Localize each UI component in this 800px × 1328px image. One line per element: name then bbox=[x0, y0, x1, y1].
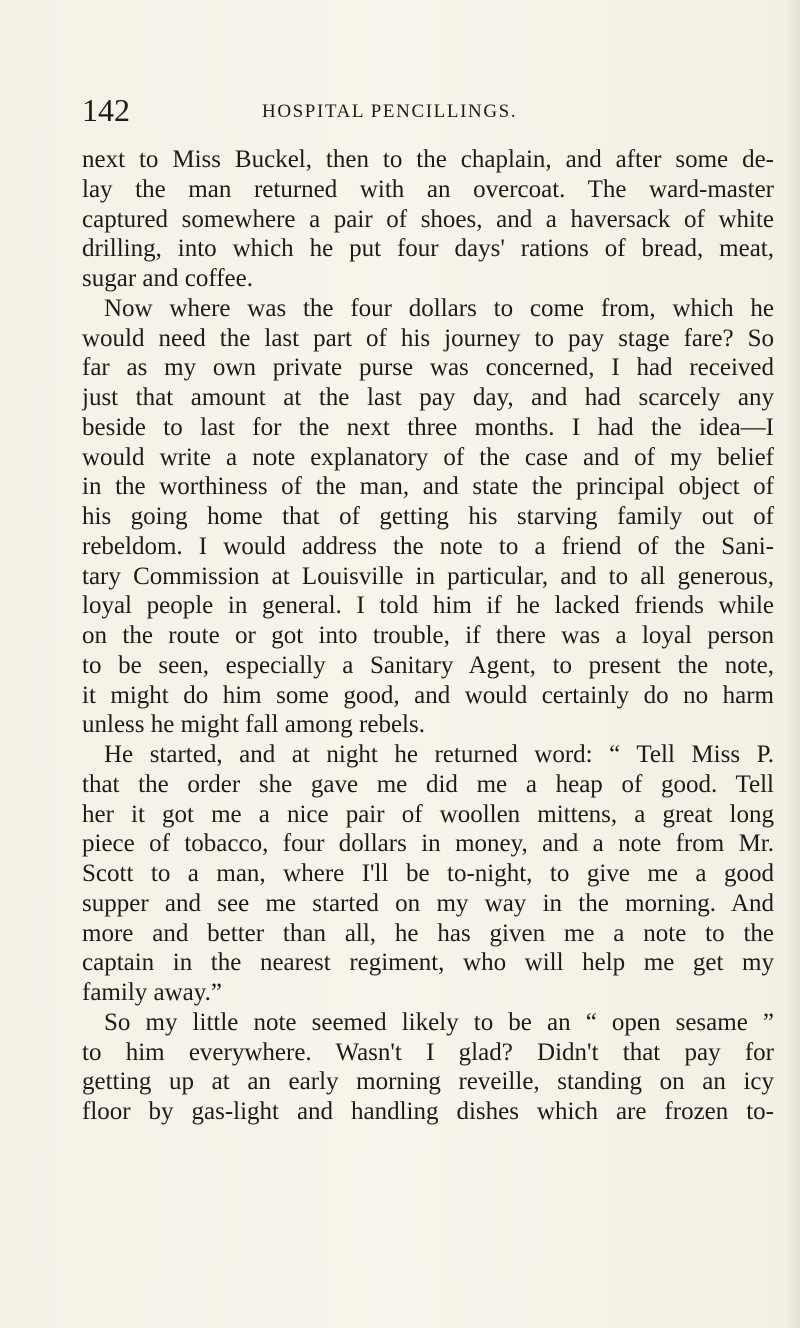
text-line-11: would write a note explanatory of the case and of my belief bbox=[82, 443, 774, 471]
text-line-21: He started, and at night he returned word: “ Tell Miss P. bbox=[104, 741, 774, 768]
text-line-32: getting up at an early morning reveille, standing on an icy bbox=[82, 1068, 774, 1096]
text-line-30: So my little note seemed likely to be an “ open sesame ” bbox=[104, 1008, 774, 1036]
text-line-17: on the route or got into trouble, if there was a loyal person bbox=[82, 622, 774, 649]
page-number: 142 bbox=[82, 92, 130, 128]
body-text bbox=[82, 145, 774, 1127]
text-line-14: rebeldom. I would address the note to a friend of the Sani- bbox=[82, 532, 774, 560]
text-line-33: floor by gas-light and handling dishes which are frozen to- bbox=[82, 1098, 774, 1125]
text-line-8: far as my own private purse was concerned, I had received bbox=[82, 354, 774, 382]
text-line-23: her it got me a nice pair of woollen mittens, a great long bbox=[82, 800, 774, 828]
running-head: HOSPITAL PENCILLINGS. bbox=[262, 101, 518, 122]
text-line-18: to be seen, especially a Sanitary Agent, to present the note, bbox=[82, 651, 774, 679]
text-line-29: family away.” bbox=[82, 979, 222, 1006]
text-line-31: to him everywhere. Wasn't I glad? Didn't that pay for bbox=[82, 1038, 774, 1066]
text-line-3: captured somewhere a pair of shoes, and a haversack of white bbox=[82, 205, 774, 233]
text-line-16: loyal people in general. I told him if he lacked friends while bbox=[82, 592, 774, 620]
text-line-26: supper and see me started on my way in the morning. And bbox=[82, 889, 774, 917]
text-line-27: more and better than all, he has given me a note to the bbox=[82, 919, 774, 947]
text-line-24: piece of tobacco, four dollars in money, and a note from Mr. bbox=[82, 830, 774, 858]
text-line-15: tary Commission at Louisville in particular, and to all generous, bbox=[82, 562, 774, 590]
text-line-19: it might do him some good, and would certainly do no harm bbox=[82, 681, 774, 709]
text-line-5: sugar and coffee. bbox=[82, 265, 253, 292]
text-line-2: lay the man returned with an overcoat. The ward-master bbox=[82, 175, 774, 203]
text-line-7: would need the last part of his journey to pay stage fare? So bbox=[82, 324, 774, 352]
text-line-4: drilling, into which he put four days' rations of bread, meat, bbox=[82, 235, 774, 263]
text-line-1: next to Miss Buckel, then to the chaplain, and after some de- bbox=[82, 146, 774, 173]
text-line-22: that the order she gave me did me a heap of good. Tell bbox=[82, 770, 774, 798]
text-line-28: captain in the nearest regiment, who will help me get my bbox=[82, 949, 774, 977]
page-edge-shadow bbox=[786, 0, 800, 1328]
text-line-13: his going home that of getting his starving family out of bbox=[82, 503, 774, 530]
text-line-6: Now where was the four dollars to come from, which he bbox=[104, 294, 774, 322]
text-line-12: in the worthiness of the man, and state the principal object of bbox=[82, 473, 774, 501]
page-header bbox=[82, 92, 772, 132]
text-line-25: Scott to a man, where I'll be to-night, to give me a good bbox=[82, 860, 774, 887]
text-line-9: just that amount at the last pay day, and had scarcely any bbox=[82, 384, 774, 411]
text-line-10: beside to last for the next three months. I had the idea—I bbox=[82, 413, 774, 441]
text-line-20: unless he might fall among rebels. bbox=[82, 711, 425, 739]
